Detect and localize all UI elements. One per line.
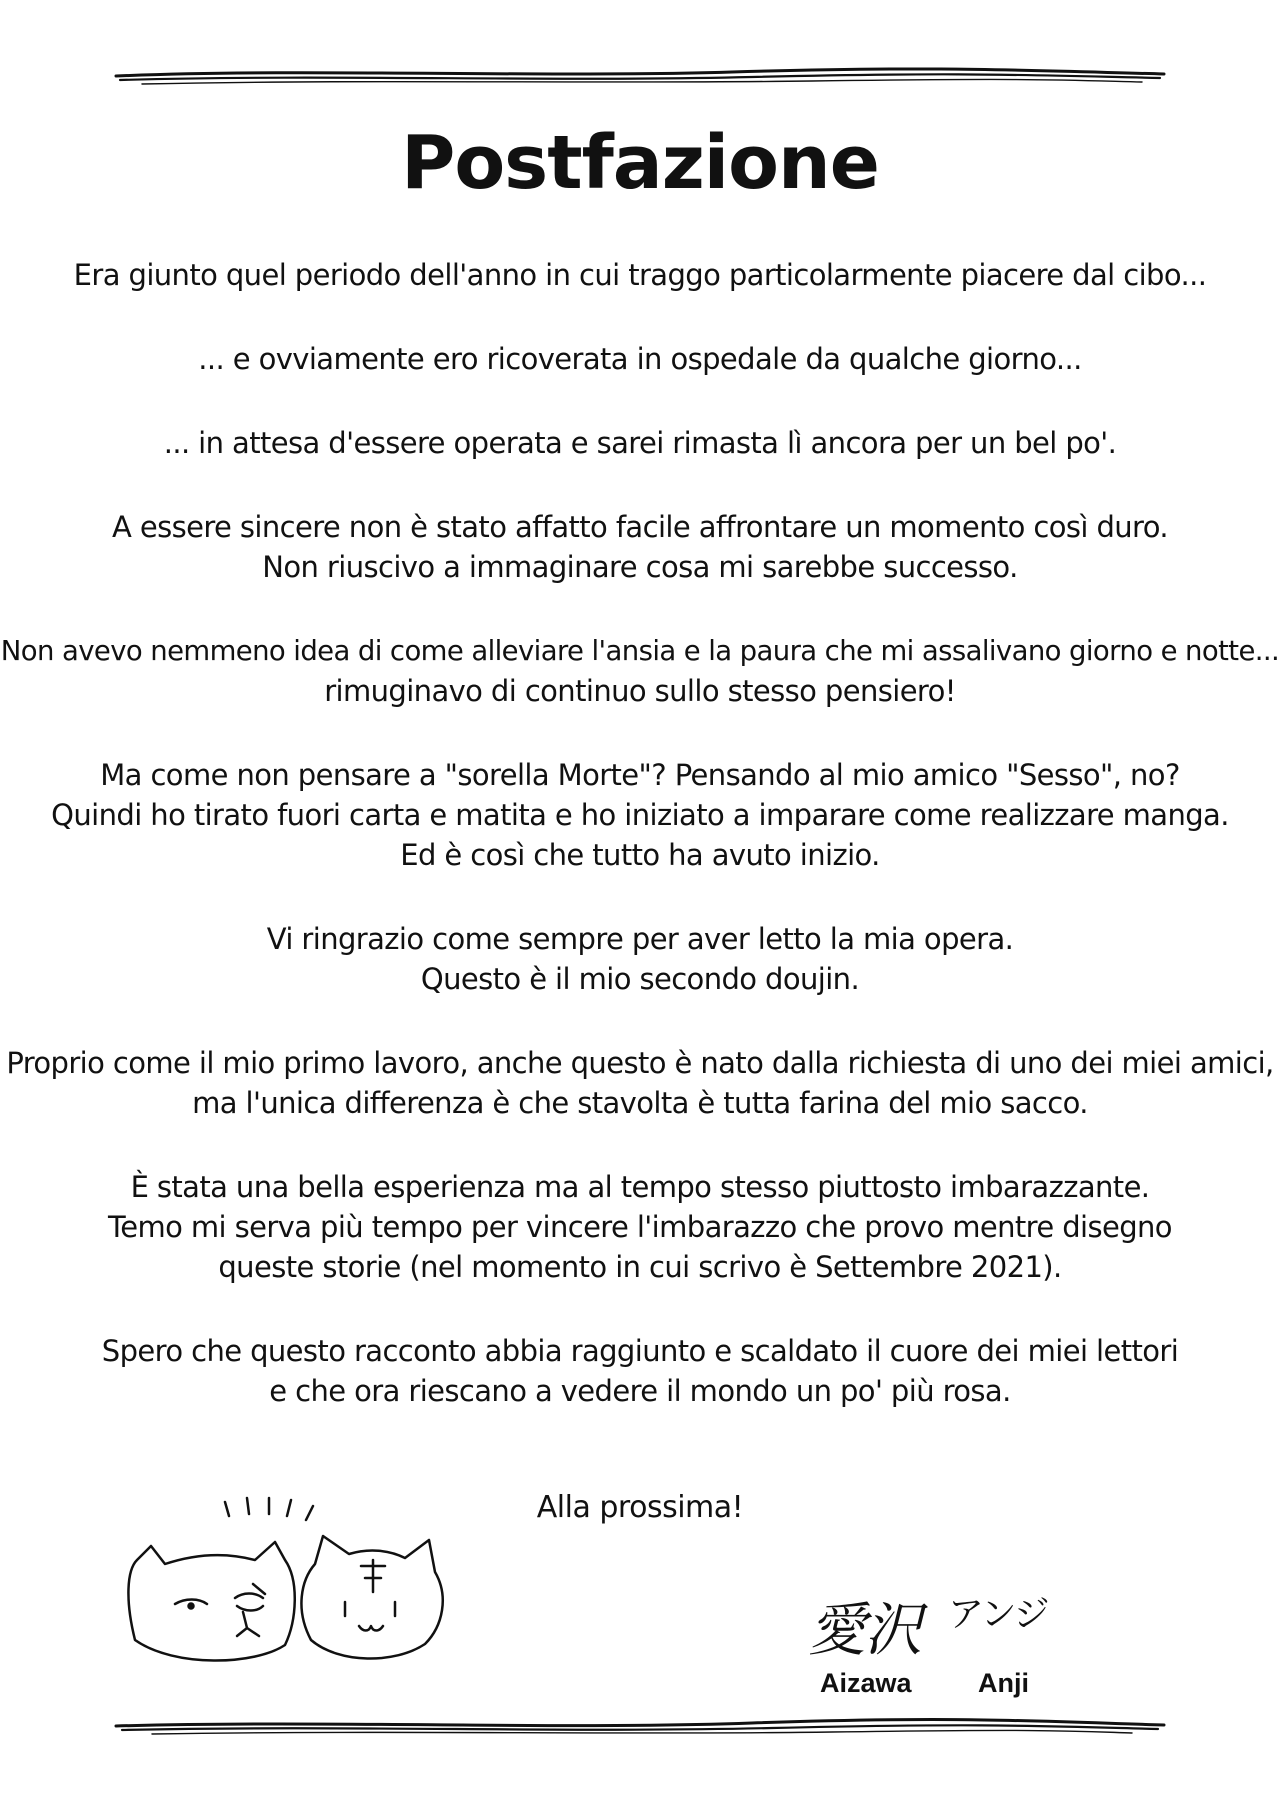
page-title: Postfazione [401, 120, 879, 206]
text-line: ... in attesa d'essere operata e sarei rimasta lì ancora per un bel po'. [163, 426, 1117, 460]
handwritten-signature [800, 1580, 1080, 1670]
text-line: Quindi ho tirato fuori carta e matita e ho iniziato a imparare come realizzare manga. [51, 798, 1229, 832]
grumpy-cat-icon [128, 1542, 294, 1661]
text-line: A essere sincere non è stato affatto facile affrontare un momento così duro. [112, 510, 1168, 544]
top-divider-line [112, 62, 1168, 92]
paragraph-4 [0, 507, 1280, 587]
paragraph-5 [0, 631, 1280, 711]
author-last-name: Anji [978, 1668, 1029, 1698]
text-line: Era giunto quel periodo dell'anno in cui traggo particolarmente piacere dal cibo... [73, 258, 1207, 292]
paragraph-9 [0, 1167, 1280, 1287]
paragraph-7 [0, 919, 1280, 999]
text-line: ... e ovviamente ero ricoverata in ospedale da qualche giorno... [198, 342, 1082, 376]
text-line: ma l'unica differenza è che stavolta è tutta farina del mio sacco. [192, 1086, 1088, 1120]
closing-line: Alla prossima! [536, 1490, 744, 1525]
text-line: Non avevo nemmeno idea di come alleviare l'ansia e la paura che mi assalivano giorno e notte... [0, 635, 1280, 667]
paragraph-6 [0, 755, 1280, 875]
text-line: È stata una bella esperienza ma al tempo stesso piuttosto imbarazzante. [130, 1170, 1150, 1204]
paragraph-10 [0, 1331, 1280, 1411]
text-line: Non riuscivo a immaginare cosa mi sarebbe successo. [262, 550, 1018, 584]
paragraph-8 [0, 1043, 1280, 1123]
text-line: Temo mi serva più tempo per vincere l'imbarazzo che provo mentre disegno [108, 1210, 1172, 1244]
text-line: Questo è il mio secondo doujin. [420, 962, 860, 996]
cat-doodle-illustration [125, 1480, 465, 1680]
text-line: e che ora riescano a vedere il mondo un po' più rosa. [269, 1374, 1011, 1408]
text-line: queste storie (nel momento in cui scrivo è Settembre 2021). [218, 1250, 1062, 1284]
text-line: Ma come non pensare a "sorella Morte"? Pensando al mio amico "Sesso", no? [100, 758, 1180, 792]
paragraph-3 [0, 423, 1280, 463]
afterword-body [0, 255, 1280, 1411]
text-line: Proprio come il mio primo lavoro, anche questo è nato dalla richiesta di uno dei miei amici, [6, 1046, 1274, 1080]
text-line: Vi ringrazio come sempre per aver letto la mia opera. [266, 922, 1014, 956]
author-first-name: Aizawa [820, 1668, 912, 1698]
text-line: rimuginavo di continuo sullo stesso pensiero! [324, 674, 956, 708]
paragraph-1 [0, 255, 1280, 295]
text-line: Spero che questo racconto abbia raggiunto e scaldato il cuore dei miei lettori [101, 1334, 1179, 1368]
bottom-divider-line [112, 1712, 1168, 1742]
paragraph-2 [0, 339, 1280, 379]
smiling-cat-icon [301, 1536, 442, 1659]
svg-text:アンジ: アンジ [948, 1594, 1048, 1635]
text-line: Ed è così che tutto ha avuto inizio. [400, 838, 880, 872]
svg-text:愛沢: 愛沢 [808, 1596, 921, 1664]
surprise-marks-icon [225, 1498, 313, 1520]
